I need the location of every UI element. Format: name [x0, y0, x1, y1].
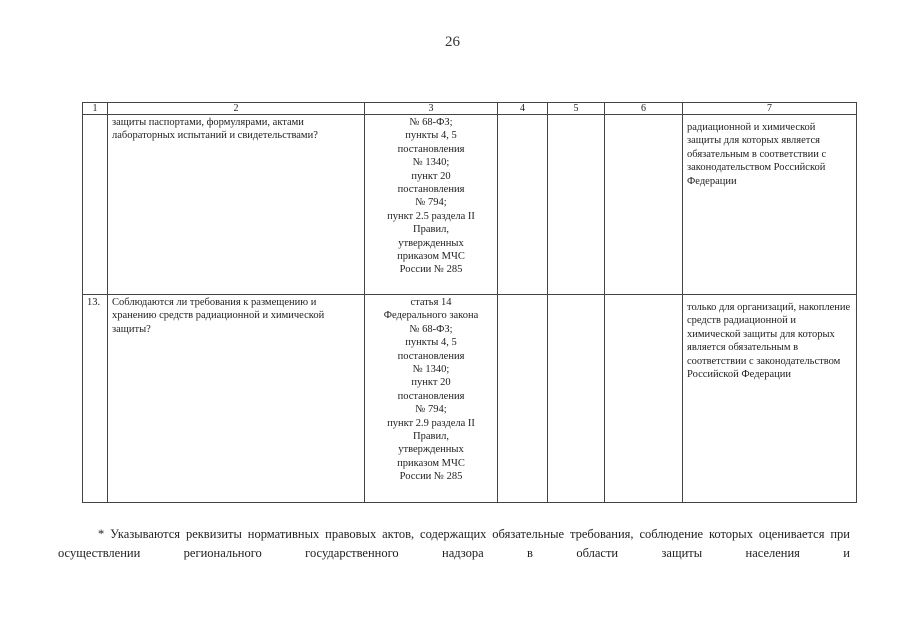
row-number-cell: 13. — [83, 295, 108, 503]
legal-basis-cell — [365, 295, 498, 503]
requirement-question-cell: защиты паспортами, формулярами, актами лабораторных испытаний и свидетельствами? — [108, 115, 365, 295]
legal-basis-line: России № 285 — [399, 471, 463, 483]
legal-basis-line: Федерального закона — [383, 310, 479, 322]
legal-basis-line: пункт 20 — [411, 377, 451, 389]
table-row — [83, 115, 857, 295]
legal-basis-line: постановления — [397, 143, 465, 155]
empty-cell-5 — [548, 295, 605, 503]
legal-basis-line: № 794; — [415, 197, 447, 209]
legal-basis-line: России № 285 — [399, 264, 463, 276]
legal-basis-line: постановления — [397, 350, 465, 362]
legal-basis-line: пункт 2.9 раздела II — [387, 417, 475, 429]
legal-basis-line: приказом МЧС — [397, 457, 465, 469]
table-row — [83, 295, 857, 503]
requirement-question-cell: Соблюдаются ли требования к размещению и хранению средств радиационной и химической защиты? — [108, 295, 365, 503]
empty-cell-5 — [548, 115, 605, 295]
empty-cell-4 — [498, 115, 548, 295]
legal-basis-line: пункт 2.5 раздела II — [387, 210, 475, 222]
legal-basis-line: приказом МЧС — [397, 251, 465, 263]
legal-basis-cell — [365, 115, 498, 295]
legal-basis-line: № 68-ФЗ; — [409, 323, 453, 335]
column-header-3: 3 — [365, 103, 498, 115]
legal-basis-line: № 1340; — [412, 364, 450, 376]
note-cell: только для организаций, накопление средств радиационной и химической защиты для которых является обязательным в соответствии с законодательством Российской Федерации — [683, 295, 857, 503]
legal-basis-line: постановления — [397, 390, 465, 402]
legal-basis-line: пункты 4, 5 — [405, 337, 457, 349]
legal-basis-line: пункт 20 — [411, 170, 451, 182]
column-header-5: 5 — [548, 103, 605, 115]
empty-cell-6 — [605, 115, 683, 295]
page-number: 26 — [445, 34, 460, 50]
empty-cell-4 — [498, 295, 548, 503]
column-header-6: 6 — [605, 103, 683, 115]
table-header-row — [83, 103, 857, 115]
column-header-7: 7 — [683, 103, 857, 115]
note-cell: радиационной и химической защиты для которых является обязательным в соответствии с законодательством Российской Федерации — [683, 115, 857, 295]
empty-cell-6 — [605, 295, 683, 503]
legal-basis-line: Правил, — [413, 224, 449, 236]
footnote: * Указываются реквизиты нормативных правовых актов, содержащих обязательные требования, соблюдение которых оценивается при осуществлении регионального государственного надзора в области защиты населения и — [58, 527, 850, 560]
legal-basis-line: утвержденных — [398, 237, 464, 249]
legal-basis-line: № 68-ФЗ; — [409, 117, 453, 128]
legal-basis-line: постановления — [397, 184, 465, 196]
column-header-4: 4 — [498, 103, 548, 115]
legal-basis-line: статья 14 — [410, 297, 452, 308]
legal-basis-line: Правил, — [413, 431, 449, 443]
row-number-cell — [83, 115, 108, 295]
requirements-table — [82, 102, 857, 503]
column-header-2: 2 — [108, 103, 365, 115]
legal-basis-line: № 1340; — [412, 157, 450, 169]
column-header-1: 1 — [83, 103, 108, 115]
legal-basis-line: № 794; — [415, 404, 447, 416]
legal-basis-line: утвержденных — [398, 444, 464, 456]
legal-basis-line: пункты 4, 5 — [405, 130, 457, 142]
